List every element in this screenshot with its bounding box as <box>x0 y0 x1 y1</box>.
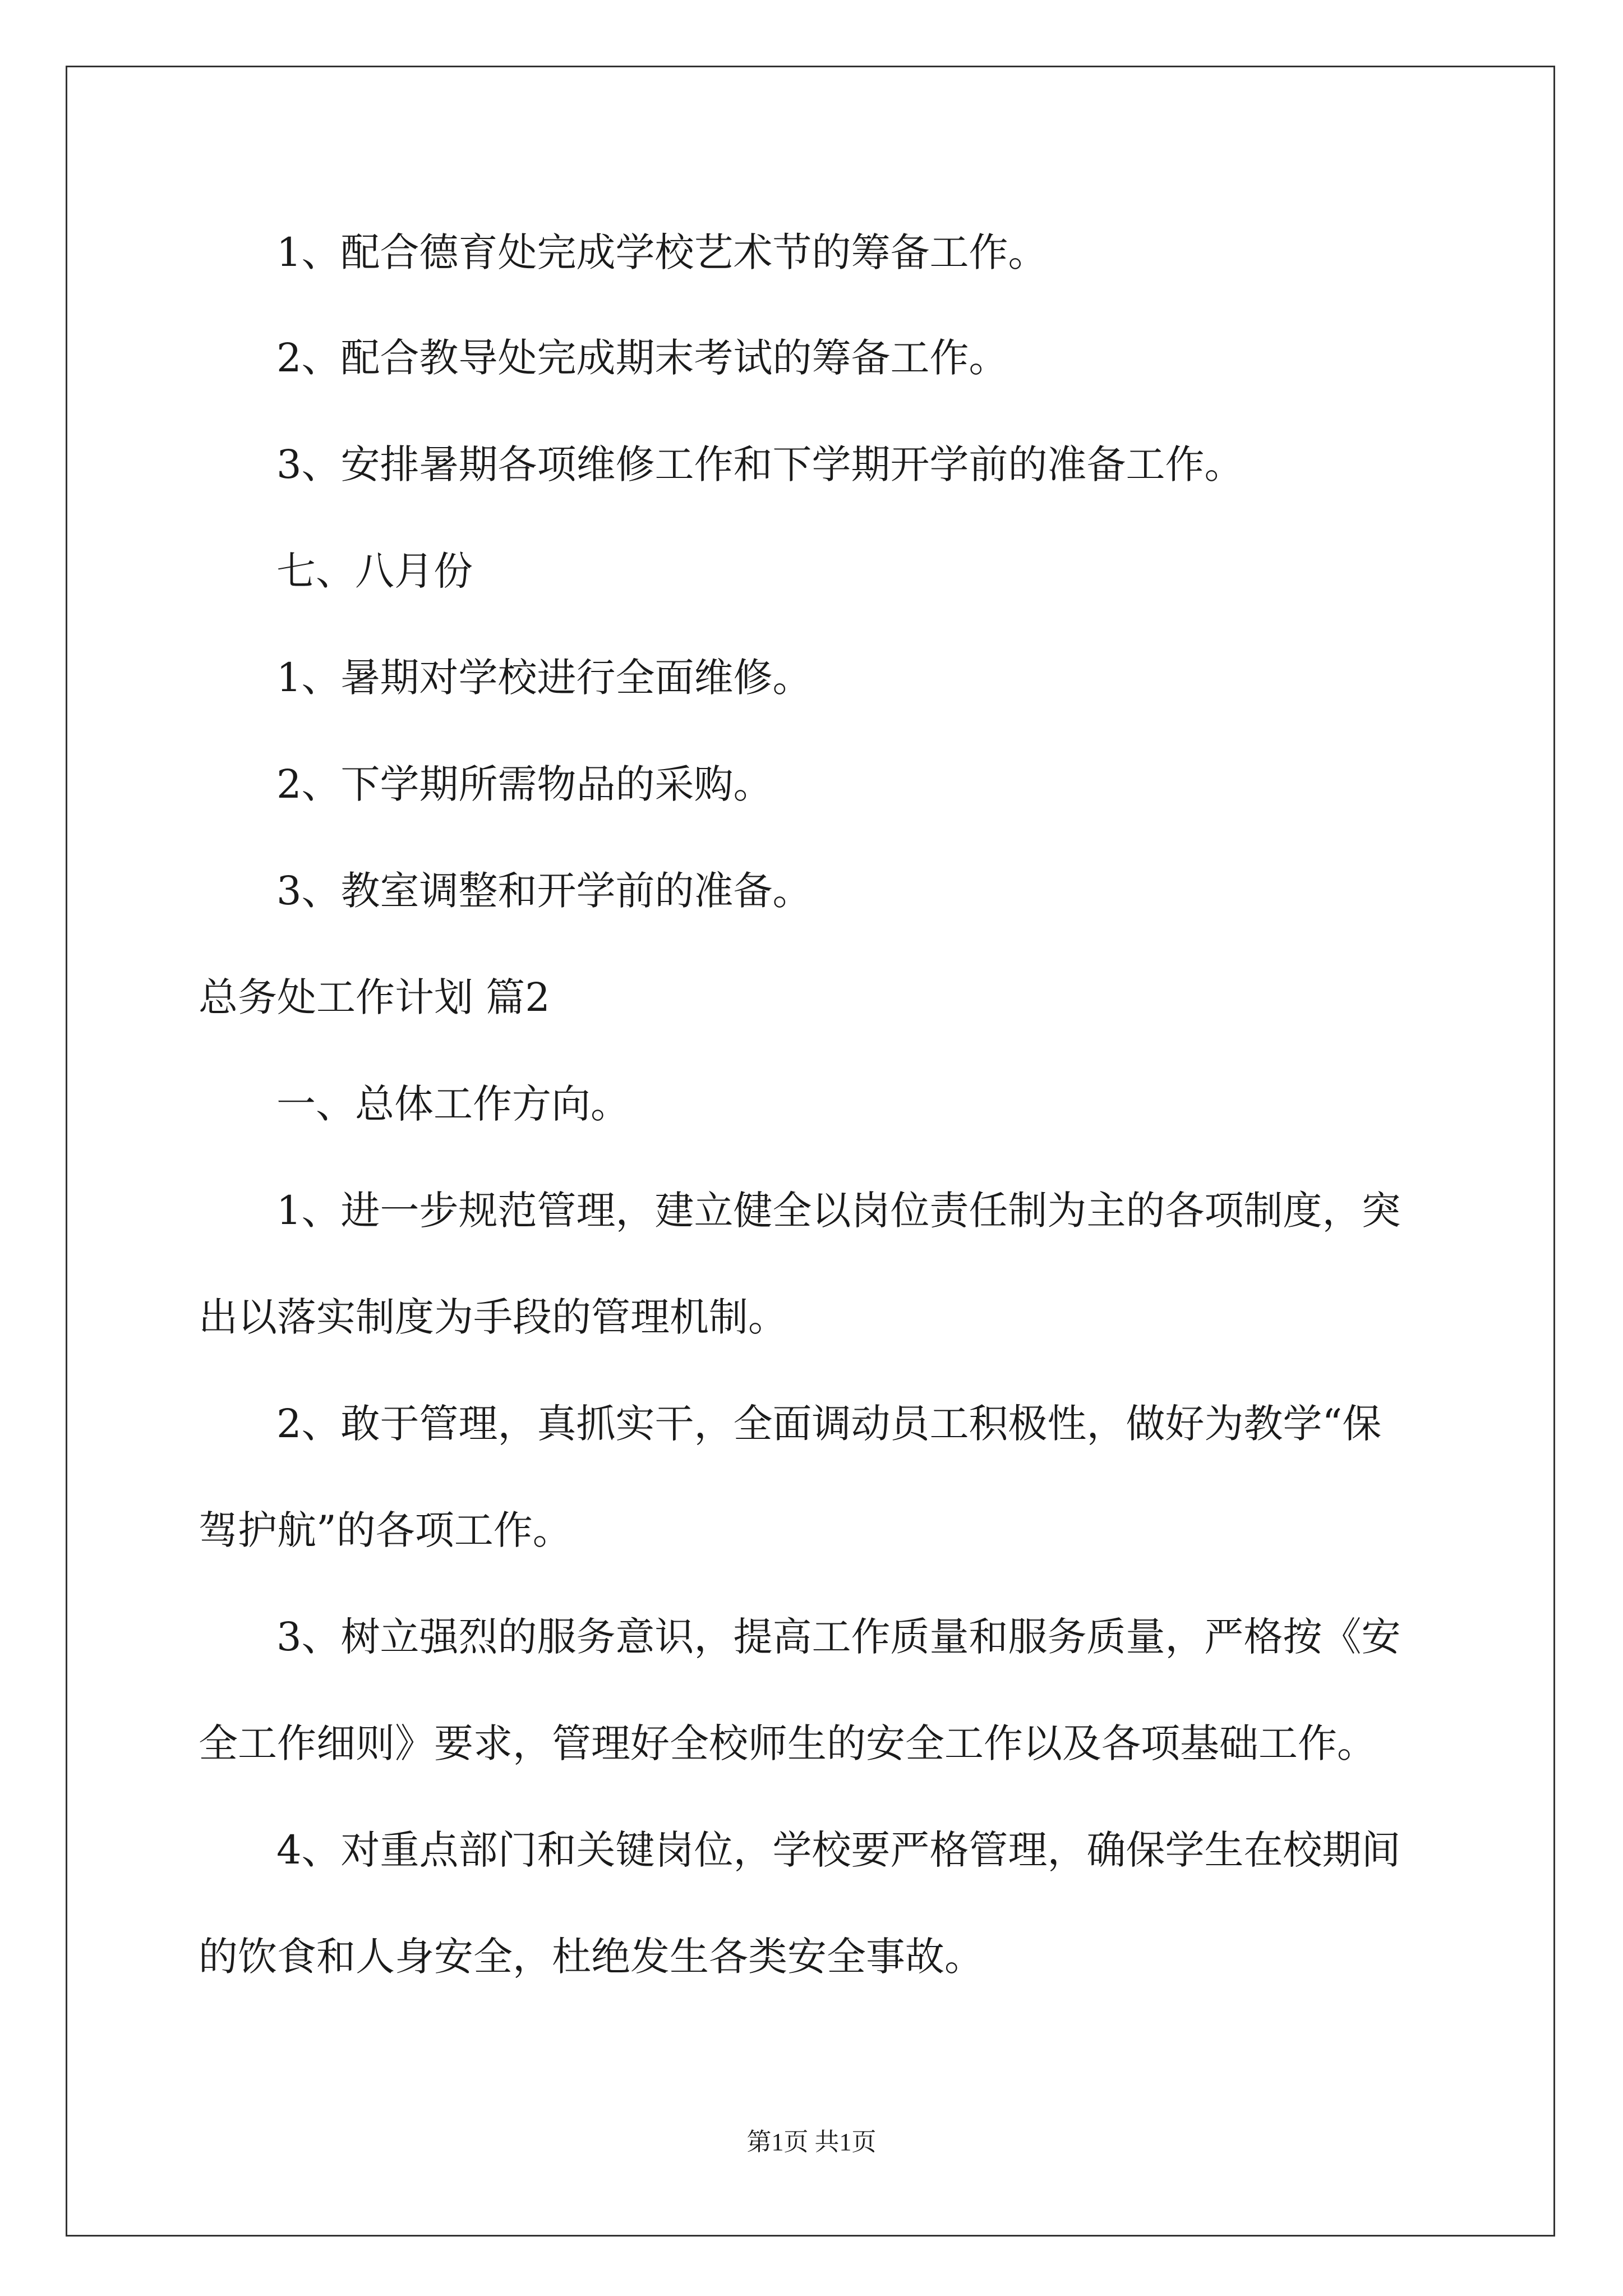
text-line: 3、树立强烈的服务意识，提高工作质量和服务质量，严格按《安 <box>276 1614 1401 1660</box>
text-line: 1、配合德育处完成学校艺术节的筹备工作。 <box>276 229 1048 275</box>
text-line: 2、敢于管理，真抓实干，全面调动员工积极性，做好为教学“保 <box>276 1401 1382 1447</box>
section-heading: 七、八月份 <box>276 548 473 594</box>
text-line: 2、下学期所需物品的采购。 <box>276 761 773 807</box>
text-line: 驾护航”的各项工作。 <box>199 1507 572 1553</box>
page-number-footer: 第1页 共1页 <box>746 2128 877 2156</box>
text-line: 4、对重点部门和关键岗位，学校要严格管理，确保学生在校期间 <box>276 1827 1401 1873</box>
section-heading: 一、总体工作方向。 <box>276 1081 630 1127</box>
text-line: 3、安排暑期各项维修工作和下学期开学前的准备工作。 <box>276 441 1244 487</box>
text-line: 3、教室调整和开学前的准备。 <box>276 868 812 914</box>
text-line: 的饮食和人身安全，杜绝发生各类安全事故。 <box>199 1934 984 1980</box>
text-line: 全工作细则》要求，管理好全校师生的安全工作以及各项基础工作。 <box>199 1720 1376 1766</box>
text-line: 1、暑期对学校进行全面维修。 <box>276 655 812 701</box>
text-line: 1、进一步规范管理，建立健全以岗位责任制为主的各项制度，突 <box>276 1188 1401 1234</box>
text-line: 2、配合教导处完成期末考试的筹备工作。 <box>276 335 1008 381</box>
page-frame <box>66 66 1555 2237</box>
text-line: 出以落实制度为手段的管理机制。 <box>199 1294 787 1340</box>
article-title: 总务处工作计划 篇2 <box>199 974 550 1020</box>
